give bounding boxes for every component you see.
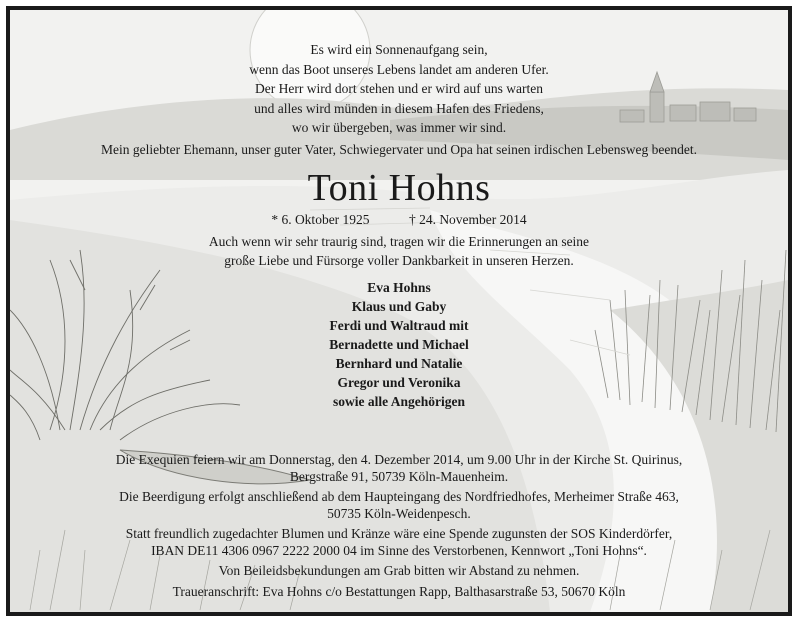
poem-line: und alles wird münden in diesem Hafen des Friedens,	[254, 100, 544, 116]
mourner: Bernadette und Michael	[329, 337, 469, 352]
birth-date: * 6. Oktober 1925	[271, 212, 370, 227]
poem-line: wenn das Boot unseres Lebens landet am anderen Ufer.	[249, 61, 549, 77]
service-info	[10, 452, 788, 604]
intro-text: Mein geliebter Ehemann, unser guter Vater, Schwiegervater und Opa hat seinen irdischen Lebensweg beendet.	[101, 142, 697, 157]
grief-line: große Liebe und Fürsorge voller Dankbarkeit in unseren Herzen.	[224, 253, 574, 268]
grief-text	[10, 232, 788, 270]
life-dates	[10, 211, 788, 229]
exequien-line: Die Exequien feiern wir am Donnerstag, den 4. Dezember 2014, um 9.00 Uhr in der Kirche St. Quirinus,	[115, 452, 683, 467]
deceased-name: Toni Hohns	[307, 167, 491, 209]
obituary-frame	[6, 6, 792, 616]
mourners-list	[10, 278, 788, 411]
condolences-note: Von Beileidsbekundungen am Grab bitten wir Abstand zu nehmen.	[218, 563, 580, 578]
exequien-info	[10, 452, 788, 485]
donation-info	[10, 526, 788, 559]
poem-line: Es wird ein Sonnenaufgang sein,	[310, 42, 488, 57]
mourning-address: Traueranschrift: Eva Hohns c/o Bestattungen Rapp, Balthasarstraße 53, 50670 Köln	[172, 583, 626, 599]
burial-line: 50735 Köln-Weidenpesch.	[327, 505, 471, 521]
death-date: † 24. November 2014	[408, 212, 527, 227]
mourner: sowie alle Angehörigen	[333, 394, 465, 409]
donation-line: IBAN DE11 4306 0967 2222 2000 04 im Sinne des Verstorbenen, Kennwort „Toni Hohns“.	[151, 542, 647, 558]
mourner: Bernhard und Natalie	[335, 356, 463, 371]
mourner: Gregor und Veronika	[337, 375, 461, 390]
burial-line: Die Beerdigung erfolgt anschließend ab dem Haupteingang des Nordfriedhofes, Merheimer Straße 463,	[119, 489, 679, 504]
mourner: Klaus und Gaby	[351, 299, 447, 314]
poem-line: wo wir übergeben, was immer wir sind.	[291, 120, 507, 135]
mourner: Eva Hohns	[367, 280, 431, 295]
mourner: Ferdi und Waltraud mit	[329, 318, 469, 333]
grief-line: Auch wenn wir sehr traurig sind, tragen wir die Erinnerungen an seine	[208, 234, 590, 249]
poem-line: Der Herr wird dort stehen und er wird auf uns warten	[255, 81, 543, 96]
obituary-text	[10, 10, 788, 612]
donation-line: Statt freundlich zugedachter Blumen und Kränze wäre eine Spende zugunsten der SOS Kinderdörfer,	[125, 526, 673, 541]
burial-info	[10, 489, 788, 522]
poem	[10, 40, 788, 138]
exequien-line: Bergstraße 91, 50739 Köln-Mauenheim.	[289, 468, 509, 484]
